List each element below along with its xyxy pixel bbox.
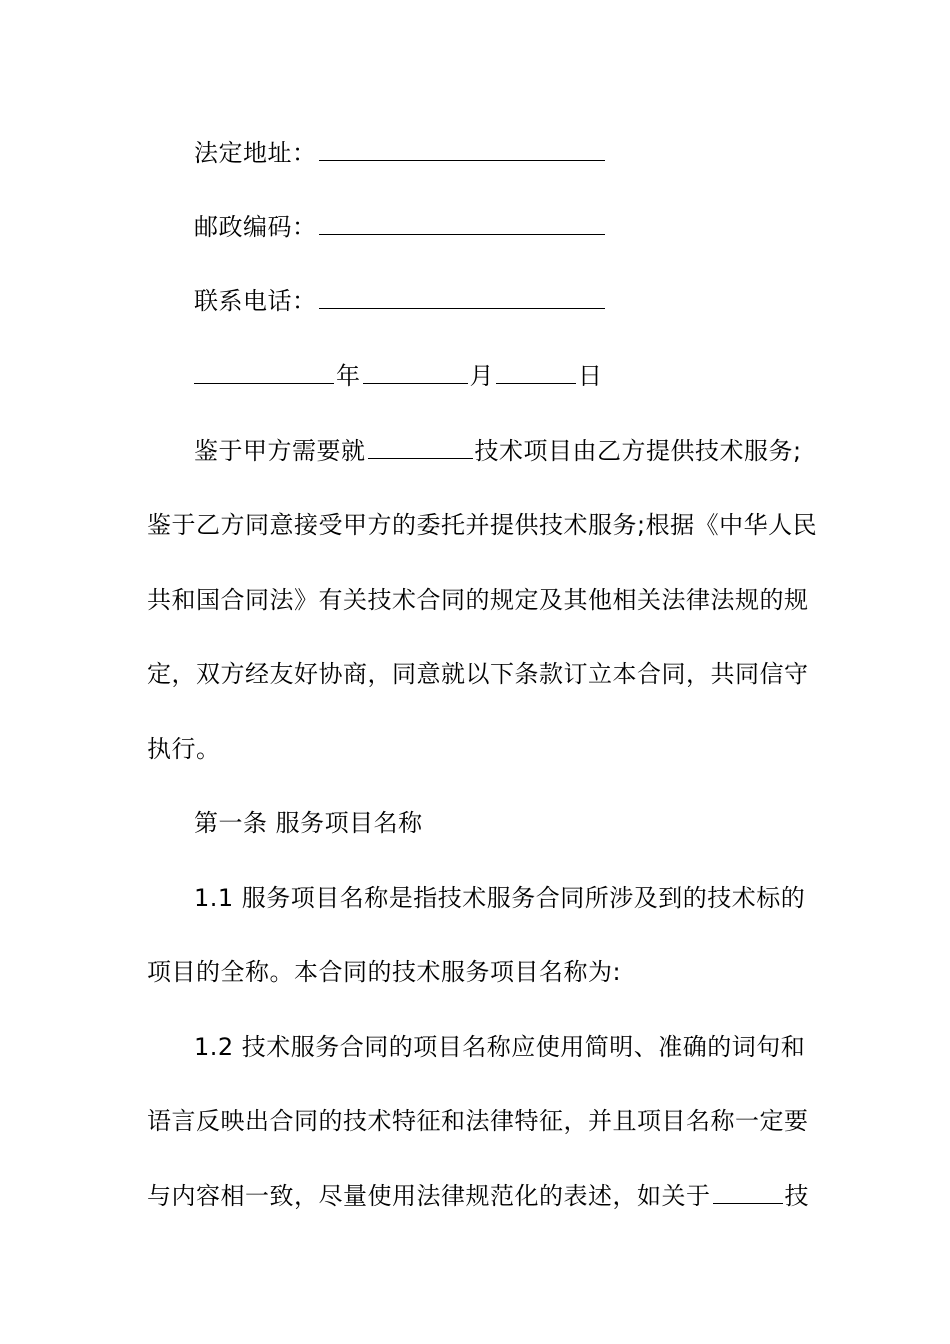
month-label: 月 [469,362,494,390]
clause-1-2-line-2: 语言反映出合同的技术特征和法律特征，并且项目名称一定要 [147,1107,809,1135]
project-name-blank[interactable] [368,436,473,459]
article-1-title: 第一条 服务项目名称 [194,809,423,837]
postcode-blank[interactable] [319,212,605,235]
phone-blank[interactable] [319,286,605,309]
preamble-line-2: 鉴于乙方同意接受甲方的委托并提供技术服务;根据《中华人民 [147,511,818,539]
preamble-text-1b: 技术项目由乙方提供技术服务; [474,437,802,465]
example-blank[interactable] [713,1181,783,1204]
clause-1-2-line-3 [147,1181,817,1211]
clause-1-2-line-1: 1.2 技术服务合同的项目名称应使用简明、准确的词句和 [194,1033,806,1061]
phone-label: 联系电话： [194,287,317,315]
day-label: 日 [578,362,603,390]
address-label: 法定地址： [194,139,317,167]
preamble-line-1 [194,436,864,466]
month-blank[interactable] [363,361,468,384]
postcode-row [194,212,864,242]
day-blank[interactable] [496,361,576,384]
date-row [194,361,864,391]
preamble-text-1a: 鉴于甲方需要就 [194,437,366,465]
preamble-line-4: 定，双方经友好协商，同意就以下条款订立本合同，共同信守 [147,660,809,688]
address-blank[interactable] [319,138,605,161]
phone-row [194,286,864,316]
year-blank[interactable] [194,361,334,384]
preamble-line-5: 执行。 [147,735,221,763]
postcode-label: 邮政编码： [194,213,317,241]
preamble-line-3: 共和国合同法》有关技术合同的规定及其他相关法律法规的规 [147,586,809,614]
address-row [194,138,864,168]
clause-1-2-text-3a: 与内容相一致，尽量使用法律规范化的表述，如关于 [147,1182,711,1210]
clause-1-1-line-2: 项目的全称。本合同的技术服务项目名称为: [147,958,622,986]
clause-1-1-line-1: 1.1 服务项目名称是指技术服务合同所涉及到的技术标的 [194,884,806,912]
year-label: 年 [336,362,361,390]
clause-1-2-text-3b: 技 [784,1182,809,1210]
